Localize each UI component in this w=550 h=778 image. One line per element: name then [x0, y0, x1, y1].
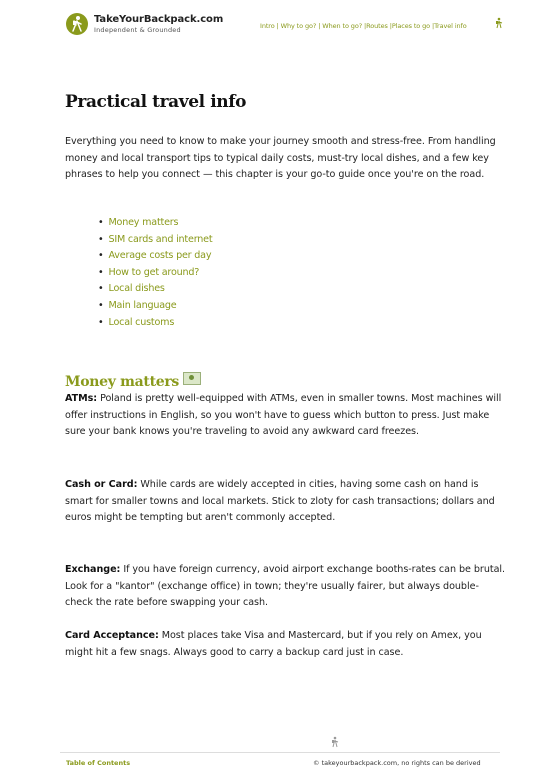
hiker-icon: [330, 736, 340, 751]
section-heading: [65, 372, 201, 390]
toc-item-money-matters[interactable]: • Money matters: [98, 215, 212, 232]
paragraph-atms: [65, 391, 505, 441]
brand-name[interactable]: TakeYourBackpack.com: [94, 14, 224, 25]
paragraph-card-acceptance: [65, 628, 505, 661]
toc-item-get-around[interactable]: • How to get around?: [98, 265, 212, 282]
toc-item-local-dishes[interactable]: • Local dishes: [98, 281, 212, 298]
top-nav: Intro | Why to go? | When to go? |Routes |Places to go |Travel info: [260, 22, 467, 30]
paragraph-text: Most places take Visa and Mastercard, but if you rely on Amex, you might hit a few snags. Always good to carry a backup card just in case.: [65, 630, 482, 658]
paragraph-text: If you have foreign currency, avoid airport exchange booths-rates can be brutal. Look for a "kantor" (exchange office) in town; they're usually fairer, but always double-check the rate before swapping your cash.: [65, 564, 506, 609]
page-title: Practical travel info: [65, 92, 247, 112]
toc-item-local-customs[interactable]: • Local customs: [98, 315, 212, 332]
nav-when-to-go[interactable]: When to go?: [322, 22, 363, 30]
hiker-logo-icon[interactable]: [66, 13, 88, 35]
paragraph-label: Cash or Card:: [65, 479, 138, 490]
chapter-toc: [98, 215, 212, 331]
hiker-icon: [494, 17, 504, 32]
money-icon: [183, 372, 201, 385]
toc-item-average-costs[interactable]: • Average costs per day: [98, 248, 212, 265]
paragraph-cash-or-card: [65, 477, 505, 527]
table-of-contents-link[interactable]: Table of Contents: [66, 759, 131, 767]
paragraph-exchange: [65, 562, 505, 612]
nav-travel-info[interactable]: Travel info: [434, 22, 467, 30]
nav-why-to-go[interactable]: Why to go?: [280, 22, 317, 30]
brand-tagline: Independent & Grounded: [94, 26, 181, 34]
intro-paragraph: Everything you need to know to make your journey smooth and stress-free. From handling money and local transport tips to typical daily costs, must-try local dishes, and a few key phrases to help you connect — this chapter is your go-to guide once you're on the road.: [65, 136, 496, 181]
paragraph-label: ATMs:: [65, 393, 98, 404]
nav-routes[interactable]: Routes: [366, 22, 388, 30]
paragraph-text: While cards are widely accepted in cities, having some cash on hand is smart for smaller towns and local markets. Stick to zloty for cash transactions; dollars and euros might be tempting but aren't commonly accepted.: [65, 479, 495, 524]
paragraph-label: Exchange:: [65, 564, 121, 575]
footer-divider: [60, 752, 500, 753]
page-header: [0, 0, 550, 48]
section-title: Money matters: [65, 374, 180, 390]
toc-item-main-language[interactable]: • Main language: [98, 298, 212, 315]
nav-places-to-go[interactable]: Places to go: [391, 22, 431, 30]
toc-item-sim-cards[interactable]: • SIM cards and internet: [98, 232, 212, 249]
copyright-notice: © takeyourbackpack.com, no rights can be derived: [313, 759, 481, 767]
paragraph-label: Card Acceptance:: [65, 630, 159, 641]
nav-intro[interactable]: Intro: [260, 22, 275, 30]
paragraph-text: Poland is pretty well-equipped with ATMs, even in smaller towns. Most machines will offer instructions in English, so you won't have to guess which button to press. Just make sure your bank knows you're traveling to avoid any awkward card freezes.: [65, 393, 502, 438]
